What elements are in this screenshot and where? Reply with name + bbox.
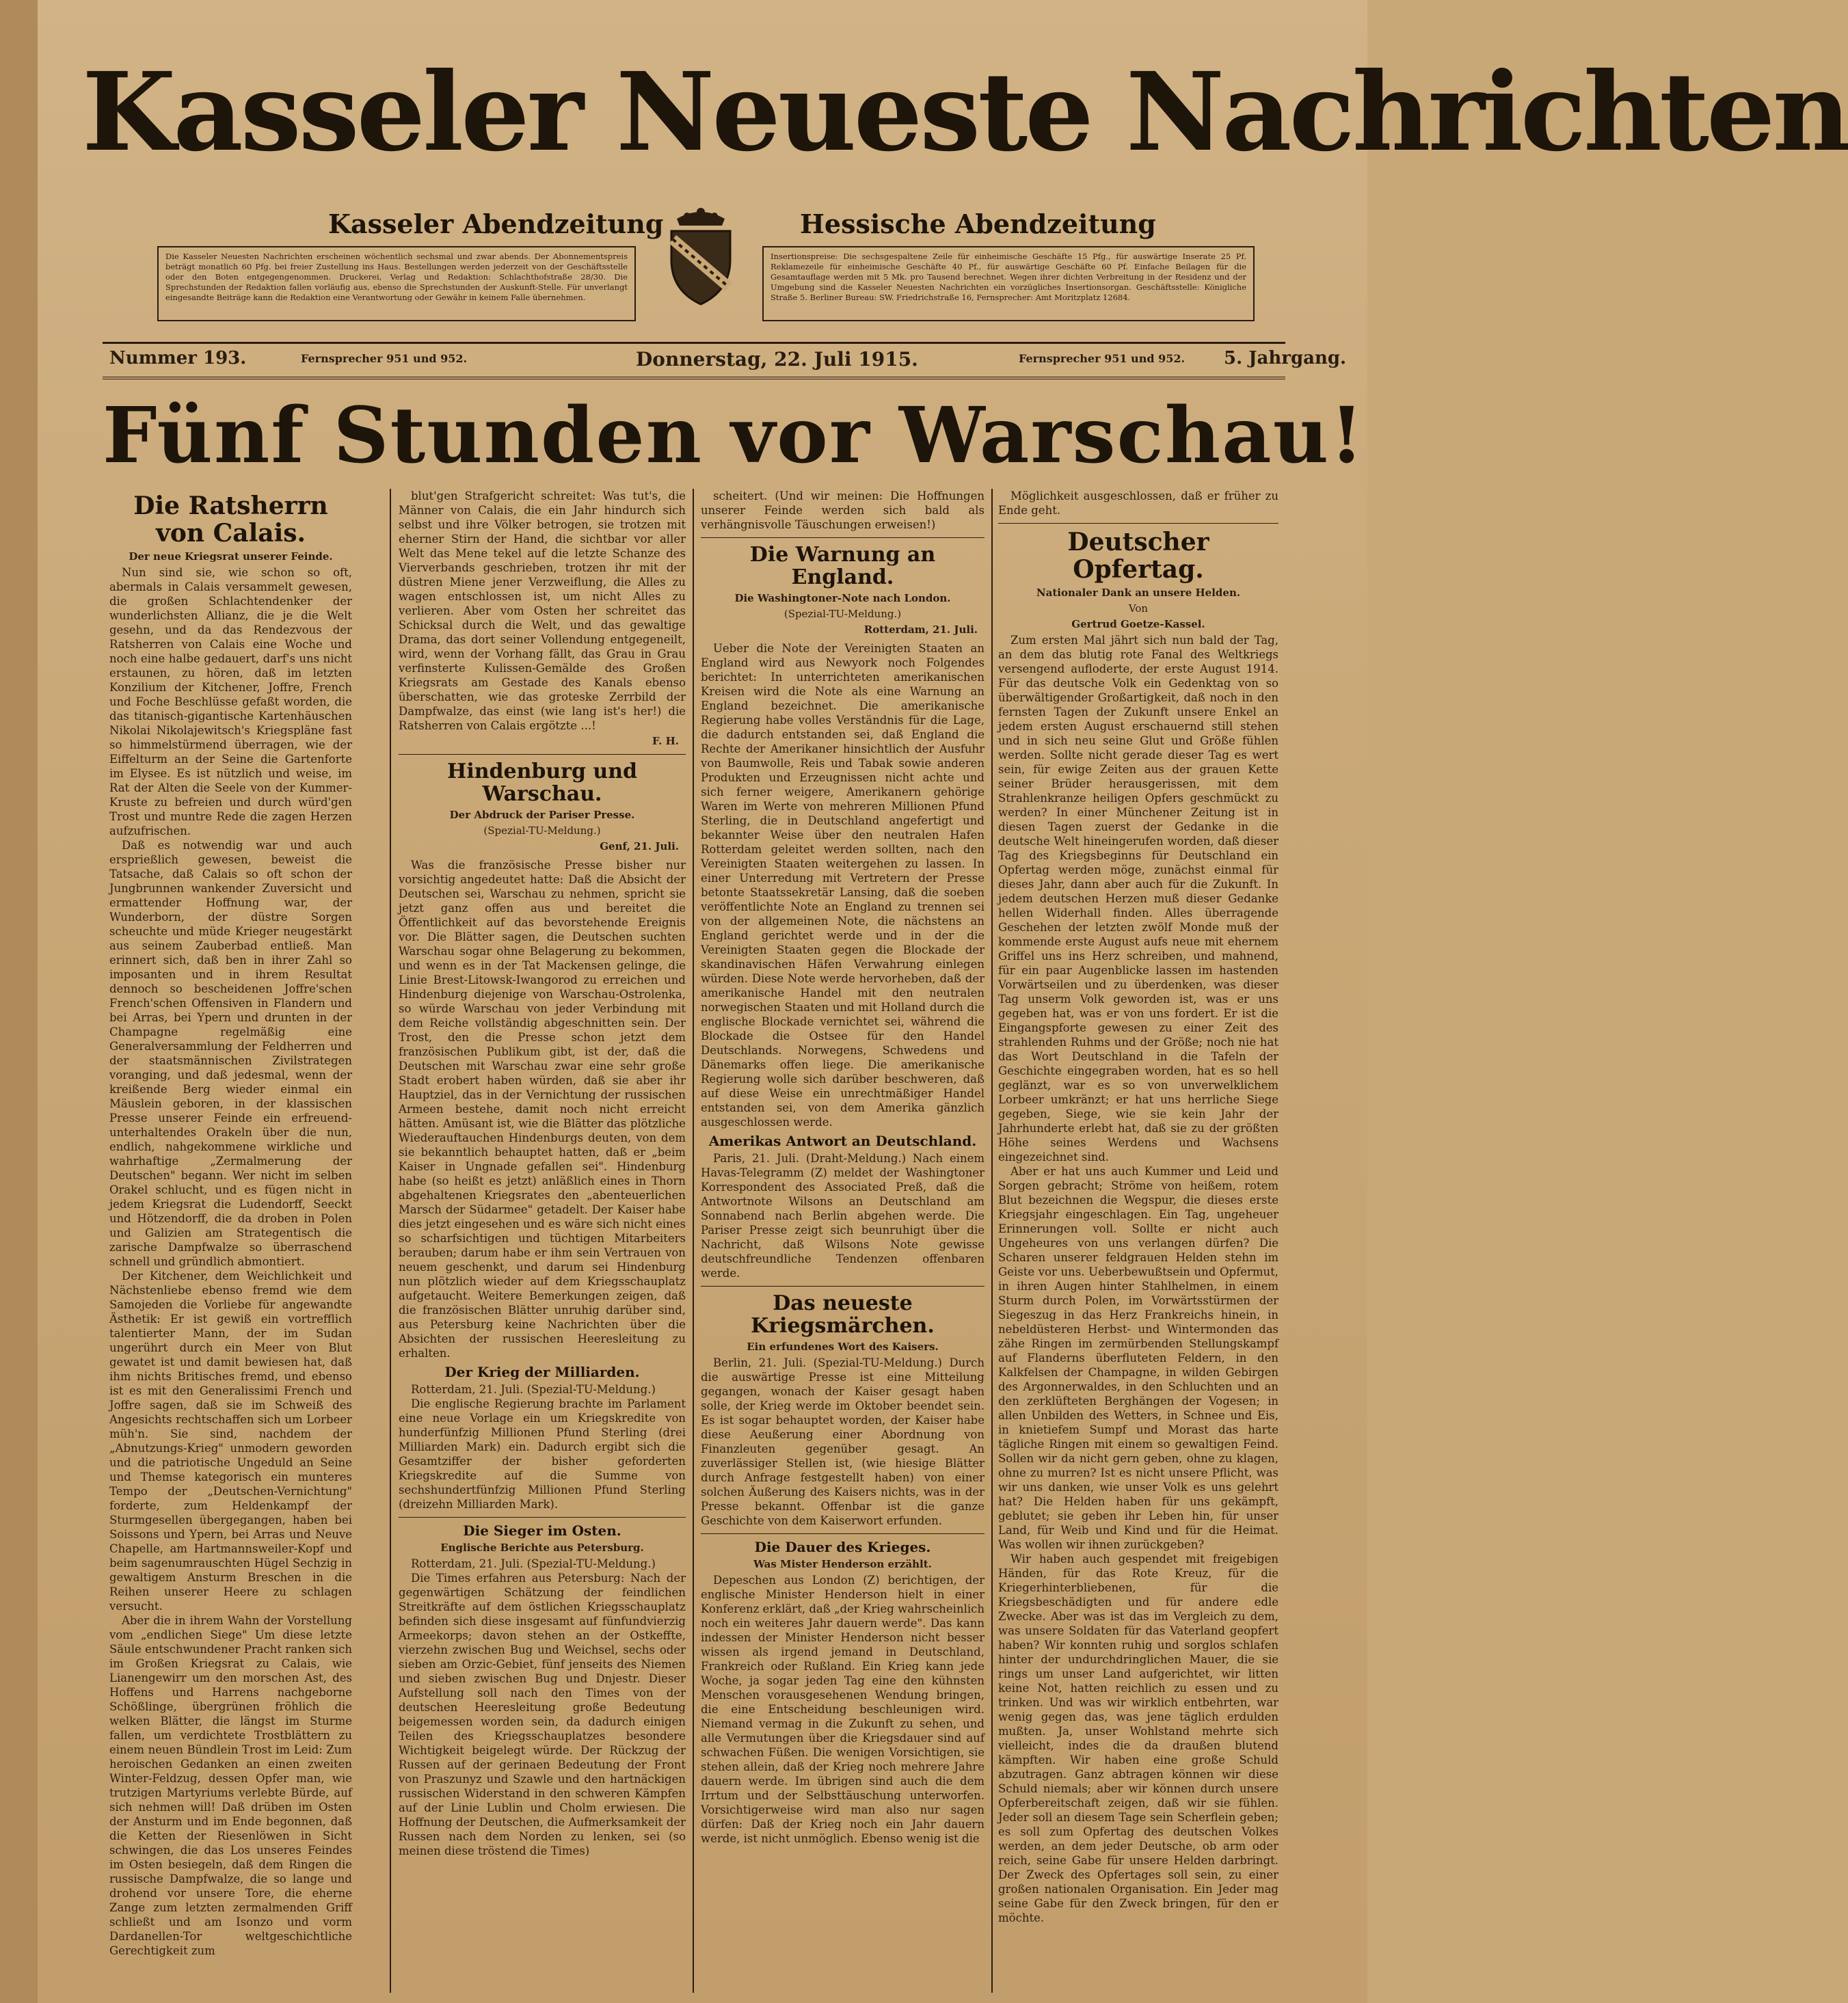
article-subheading: Der neue Kriegsrat unserer Feinde. (129, 550, 333, 563)
volume-year: 5. Jahrgang. (1224, 348, 1347, 368)
advertising-info-box: Insertionspreise: Die sechsgespaltene Zeile für einheimische Geschäfte 15 Pfg., für auswärtige Inserate 25 Pf. Reklamezeile für einheimische Geschäfte 40 Pf., für auswärtige Geschäfte 60 Pf. Einfache Beilagen für die Gesamtauflage werden mit 5 Mk. pro Tausend berechnet. Wegen ihrer dichten Verbreitung in der Residenz und der Umgebung sind die Kasseler Neuesten Nachrichten ein vorzügliches Insertionsorgan. Geschäftsstelle: Königliche Straße 5. Berliner Bureau: SW. Friedrichstraße 16, Fernsprecher: Amt Moritzplatz 12684. (762, 246, 1255, 321)
article-subheading: Englische Berichte aus Petersburg. (440, 1542, 644, 1554)
article-separator (701, 1286, 985, 1287)
article-heading: Die Dauer des Krieges. (754, 1539, 931, 1555)
masthead-title: Kasseler Neueste Nachrichten (82, 49, 1848, 176)
paragraph: Depeschen aus London (Z) berichtigen, der englische Minister Henderson hielt in einer Konferenz erklärt, daß „der Krieg wahrscheinlich noch ein weiteres Jahr dauern werde". Das kann indessen der Minister Henderson nicht besser wissen als irgend jemand in Deutschland, Frankreich oder Rußland. Ein Krieg kann jede Woche, ja sogar jeden Tag eine den kühnsten Menschen vorausgesehenen Wendung bringen, die eine Entscheidung beschleunigen wird. Niemand vermag in die Zukunft zu sehen, und alle Vermutungen über die Kriegsdauer sind auf schwachen Füßen. Die wenigen Vorsichtigen, sie stehen allein, daß der Krieg noch mehrere Jahre dauern werde. Im übrigen sind auch die dem Irrtum und der Selbsttäuschung unterworfen. Vorsichtigerweise wird man also nur sagen dürfen: Daß der Krieg noch ein Jahr dauern werde, ist nicht unmöglich. Ebenso wenig ist die (701, 1574, 985, 1845)
paragraph: Zum ersten Mal jährt sich nun bald der Tag, an dem das blutig rote Fanal des Weltkriegs versengend aufloderte, der erste August 1914. Für das deutsche Volk ein Gedenktag von so überwältigender Großartigkeit, daß noch in den fernsten Tagen der Zukunft unsere Enkel an jedem ersten August erschauernd still stehen und in sich neu seine Glut und Größe fühlen werden. Sollte nicht gerade dieser Tag es wert sein, für ewige Zeiten aus der grauen Kette seiner Brüder herausgerissen, mit dem Strahlenkranze heiligen Opfers geschmückt zu werden? In einer Münchener Zeitung ist in diesen Tagen zuerst der Gedanke in die deutsche Welt hineingerufen worden, daß dieser Tag des Kriegsbeginns für Deutschland ein Opfertag werden möge, zunächst einmal für dieses Jahr, dann aber auch für die Zukunft. In jedem deutschen Herzen muß dieser Gedanke hellen Widerhall finden. Alles überragende Geschehen der letzten zwölf Monde muß der kommende erste August aufs neue mit ehernem Griffel uns ins Herz schreiben, und mahnend, für ein paar Augenblicke lassen im hastenden Vorwärtseilen und zu überdenken, was dieser Tag unserm Volk geworden ist, was er uns gegeben hat, was er von uns fordert. Er ist die Eingangspforte gewesen zu einer Zeit des strahlenden Ruhms und der Größe; noch nie hat das Wort Deutschland in die Tafeln der Geschichte eingegraben worden, hat es so hell geglänzt, war es so von unverwelklichem Lorbeer umkränzt; er hat uns herrliche Siege gegeben, Siege, wie sie kein Jahr der Jahrhunderte erlebt hat, daß sie zu der größten Höhe seines Werdens und Wachsens eingezeichnet sind. (998, 634, 1278, 1164)
column-rule-1 (390, 489, 391, 1993)
dateline-bar (103, 342, 1347, 379)
paragraph: Aber er hat uns auch Kummer und Leid und Sorgen gebracht; Ströme von heißem, rotem Blut bezeichnen die Wegspur, die dieses erste Kriegsjahr eingeschlagen. Ein Tag, ungeheuer Erinnerungen voll. Sollte er nicht auch Ungeheures von uns verlangen dürfen? Die Scharen unserer feldgrauen Helden stehn im Geiste vor uns. Ueberbewußtsein und Opfermut, in ihren Augen hinter Stahlhelmen, in einem Sturm durch Polen, im Vorwärtsstürmen der Siegeszug in das Herz Frankreichs hinein, in nebeldüsteren Herbst- und Wintermonden das zähe Ringen im zermürbenden Stellungskampf auf Flanderns überfluteten Feldern, in den Kalkfelsen der Champagne, in wilden Gebirgen des Argonnerwaldes, in den Schluchten und an den zerklüfteten Berghängen der Vogesen; in allen Unbilden des Wetters, in Schnee und Eis, in knietiefem Sumpf und Morast das harte tägliche Ringen mit einem so gewaltigen Feind. Sollen wir da nicht gern geben, ohne zu klagen, ohne zu murren? Ist es nicht unsere Pflicht, was wir uns danken, wie unser Volk es uns gelehrt hat? Die Helden haben für uns gekämpft, geblutet; sie geben ihr Leben hin, für unser Land, für Weib und Kind und für die Heimat. Was wollen wir ihnen zurückgeben? (998, 1165, 1278, 1552)
article-column-4 (998, 489, 1278, 1993)
article-separator (998, 523, 1278, 524)
article-source: (Spezial-TU-Meldung.) (483, 824, 601, 837)
subscription-info-box: Die Kasseler Neuesten Nachrichten erscheinen wöchentlich sechsmal und zwar abends. Der Abonnementspreis beträgt monatlich 60 Pfg. bei freier Zustellung ins Haus. Bestellungen werden jederzeit von der Geschäftsstelle oder den Boten entgegengenommen. Druckerei, Verlag und Redaktion: Schlachthofstraße 28/30. Die Sprechstunden der Redaktion fallen vorläufig aus, ebenso die Sprechstunden der Auskunft-Stelle. Für unverlangt eingesandte Beiträge kann die Redaktion eine Verantwortung oder Gewähr in keinem Falle übernehmen. (157, 246, 636, 321)
article-column-2 (399, 489, 686, 1993)
adjacent-page-edge (0, 0, 39, 2003)
paragraph: Wir haben auch gespendet mit freigebigen Händen, für das Rote Kreuz, für die Kriegerhinterbliebenen, für die Kriegsbeschädigten und für andere edle Zwecke. Aber was ist das im Vergleich zu dem, was unsere Soldaten für das Vaterland geopfert haben? Wir konnten ruhig und sorglos schlafen hinter der undurchdringlichen Mauer, die sie rings um unser Land aufgerichtet, wir litten keine Not, hatten reichlich zu essen und zu trinken. Und was wir wirklich entbehrten, war wenig gegen das, was jene täglich erdulden mußten. Ja, unser Wohlstand mehrte sich vielleicht, indes die da draußen blutend kämpften. Wir haben eine große Schuld abzutragen. Ganz abtragen können wir diese Schuld niemals; aber wir können durch unsere Opferbereitschaft zeigen, daß wir sie fühlen. Jeder soll an diesem Tage sein Scherflein geben; es soll zum Opfertag des deutschen Volkes werden, an dem jeder Deutsche, ob arm oder reich, seine Gabe für unsere Helden darbringt. Der Zweck des Opfertages soll sein, zu einer großen nationalen Organisation. Ein Jeder mag seine Gabe für den Zweck bringen, für den er möchte. (998, 1552, 1278, 1925)
article-separator (399, 1517, 686, 1518)
main-headline: Fünf Stunden vor Warschau! (103, 391, 1365, 481)
article-source: (Spezial-TU-Meldung.) (784, 608, 902, 620)
paragraph: Nun sind sie, wie schon so oft, abermals in Calais versammelt gewesen, die großen Schlachtendenker der wunderlichsten Allianz, die je die Welt gesehn, und da das Rendezvous der Ratsherren von Calais eine Woche und noch eine halbe gedauert, darf's uns nicht erstaunen, zu hören, daß im letzten Konzilium der Kitchener, Joffre, French und Foche Beschlüsse gefaßt worden, die das titanisch-gigantische Kartenhäuschen Nikolai Nikolajewitsch's Kriegspläne fast so himmelstürmend überragen, wie der Eiffelturm an der Seine die Gartenforte im Elysee. Es ist nützlich und weise, im Rat der Alten die Seele von der Kummer-Kruste zu befreien und durch würd'gen Trost und muntre Rede die zagen Herzen aufzufrischen. (109, 566, 352, 838)
article-heading: Die Warnung an England. (749, 543, 936, 589)
phone-right: Fernsprecher 951 und 952. (1019, 352, 1186, 365)
article-separator (701, 537, 985, 538)
article-heading: Die Sieger im Osten. (463, 1522, 621, 1539)
paragraph: Paris, 21. Juli. (Draht-Meldung.) Nach einem Havas-Telegramm (Z) meldet der Washingtoner Korrespondent des Associated Preß, daß die Antwortnote Wilsons an Deutschland am Sonnabend nach Berlin abgehen werde. Die Pariser Presse zeigt sich beunruhigt über die Nachricht, daß Wilsons Note gewisse deutschfreundliche Tendenzen offenbaren werde. (701, 1152, 985, 1280)
article-separator (399, 754, 686, 755)
paragraph: Daß es notwendig war und auch ersprießlich gewesen, beweist die Tatsache, daß Calais so oft schon der Jungbrunnen wankender Zuversicht und ermattender Hoffnung war, der Wunderborn, der düstre Sorgen scheuchte und müde Krieger neugestärkt aus seinem Zauberbad entließ. Man erinnert sich, daß ben in ihrer Zahl so imposanten und in ihrem Resultat dennoch so bescheidenen Joffre'schen French'schen Offensiven in Flandern und bei Arras, bei Ypern und drunten in der Champagne regelmäßig eine Generalversammlung der Feldherren und der staatsmännischen Zivilstrategen voranging, und daß jedesmal, wenn der kreißende Berg wieder einmal ein Mäuslein geboren, in der klassischen Presse unserer Feinde ein erfreuend-unterhaltendes Orakeln über die nun, endlich, nahgekommene wirkliche und wahrhaftige „Zermalmerung der Deutschen" begann. Wer nicht im selben Orakel schlucht, und es fügen nicht in jedem Kriegsrat die Ludendorff, Seeckt und Hötzendorff, die da droben in Polen und Galizien am Strategentisch die zarische Dampfwalze so überraschend schnell und gründlich abmontiert. (109, 839, 352, 1269)
paragraph: Ueber die Note der Vereinigten Staaten an England wird aus Newyork noch Folgendes berichtet: In unterrichteten amerikanischen Kreisen wird die Note als eine Warnung an England bezeichnet. Die amerikanische Regierung habe volles Verständnis für die Lage, die dadurch entstanden sei, daß England die Rechte der Amerikaner hinsichtlich der Ausfuhr von Baumwolle, Reis und Tabak sowie anderen Produkten und Erzeugnissen nicht achte und sich ferner weigere, Amerikanern gehörige Waren im Werte von mehreren Millionen Pfund Sterling, die in Deutschland angefertigt und bekannter Weise über den neutralen Hafen Rotterdam geleitet werden sollten, nach den Vereinigten Staaten weitergehen zu lassen. In einer Unterredung mit Vertretern der Presse betonte Staatssekretär Lansing, daß die soeben veröffentlichte Note an England zu trennen sei von der allgemeinen Note, die nächstens an England gerichtet werde und in der die Vereinigten Staaten gegen die Blockade der skandinavischen Häfen Verwahrung einlegen würden. Diese Note werde hervorheben, daß der amerikanische Handel mit den neutralen norwegischen Staaten und mit Holland durch die englische Blockade vernichtet sei, während die Blockade die Ostsee für den Handel Deutschlands. Norwegens, Schwedens und Dänemarks offen liege. Die amerikanische Regierung wolle sich darüber beschweren, daß auf diese Weise ein unrechtmäßiger Handel entstanden sei, von dem Amerika gänzlich ausgeschlossen werde. (701, 642, 985, 1129)
article-subheading: Der Abdruck der Pariser Presse. (449, 809, 635, 821)
article-heading: Der Krieg der Milliarden. (444, 1364, 640, 1380)
column-rule-2 (693, 489, 694, 1993)
article-subheading: Nationaler Dank an unsere Helden. (1036, 587, 1241, 600)
article-byline-label: Von (1128, 602, 1149, 615)
column-rule-3 (991, 489, 993, 1993)
article-heading: Amerikas Antwort an Deutschland. (708, 1133, 977, 1149)
article-subheading: Die Washingtoner-Note nach London. (734, 592, 951, 604)
paragraph: Aber die in ihrem Wahn der Vorstellung vom „endlichen Siege" Um diese letzte Säule entschwundener Pracht ranken sich im Großen Kriegsrat zu Calais, wie Lianengewirr um den morschen Ast, des Hoffens und Harrens nachgeborne Schößlinge, übergrünen fröhlich die welken Blätter, die längst im Sturme fallen, um verdichtete Trostblättern zu einem neuen Bündlein Trost im Leid: Zum heroischen Gedanken an einen zweiten Winter-Feldzug, dessen Opfer man, wie trutzigen Martyriums verlebte Bürde, auf sich nehmen will! Daß drüben im Osten der Ansturm und im Ende begonnen, daß die Ketten der Riesenlöwen in Sicht schwingen, die das Los unseres Feindes im Osten besiegeln, daß dem Ringen die russische Dampfwalze, die so lange und drohend vor unsere Tore, die eherne Zange zum letzten zermalmenden Griff schließt und am Isonzo und vorm Dardanellen-Tor weltgeschichtliche Gerechtigkeit zum (109, 1614, 352, 1958)
paragraph: Was die französische Presse bisher nur vorsichtig angedeutet hatte: Daß die Absicht der Deutschen sei, Warschau zu nehmen, spricht sie jetzt ganz offen aus und bereitet die Öffentlichkeit auf das bevorstehende Ereignis vor. Die Blätter sagen, die Deutschen suchten Warschau sogar ohne Belagerung zu bekommen, und wenn es in der Tat Mackensen gelinge, die Linie Brest-Litowsk-Iwangorod zu erreichen und Hindenburg diejenige von Warschau-Ostrolenka, so würde Warschau von jeder Verbindung mit dem Reiche vollständig abgeschnitten sein. Der Trost, den die Presse schon jetzt dem französischen Publikum gibt, ist der, daß die Deutschen mit Warschau zwar eine sehr große Stadt erobert haben würden, daß sie aber ihr Hauptziel, das in der Vernichtung der russischen Armeen bestehe, damit noch nicht erreicht hätten. Amüsant ist, wie die Blätter das plötzliche Wiederauftauchen Hindenburgs deuten, von dem sie bekanntlich behauptet hatten, daß er „beim Kaiser in Ungnade gefallen sei". Hindenburg habe (so heißt es jetzt) anläßlich eines in Thorn abgehaltenen Kriegsrates den „abenteuerlichen Marsch der Südarmee" getadelt. Der Kaiser habe dies jetzt eingesehen und es wäre sich nicht eines so scharfsichtigen und tüchtigen Mitarbeiters berauben; darum habe er ihm sein Vertrauen von neuem geschenkt, und darum sei Hindenburg nun plötzlich wieder auf dem Kriegsschauplatz aufgetaucht. Weitere Bemerkungen zeigen, daß die französischen Blätter unruhig darüber sind, aus Petersburg keine Nachrichten über die Absichten der russischen Heeresleitung zu erhalten. (399, 859, 686, 1360)
paragraph: scheitert. (Und wir meinen: Die Hoffnungen unserer Feinde werden sich bald als verhängnisvolle Täuschungen erweisen!) (701, 489, 985, 531)
article-column-3 (701, 489, 985, 1993)
article-dateline: Genf, 21. Juli. (600, 840, 679, 852)
paragraph: Der Kitchener, dem Weichlichkeit und Nächstenliebe ebenso fremd wie dem Samojeden die Vorliebe für angewandte Ästhetik: Er ist gewiß ein vortrefflich talentierter Mann, der im Sudan ungerührt durch ein Meer von Blut gewatet ist und damit bewiesen hat, daß ihm nichts Britisches fremd, und ebenso ist es mit den Generalissimi French und Joffre sagen, daß sie im Schweiß des Angesichts rechtschaffen sich um Lorbeer müh'n. Sie sind, nachdem der „Abnutzungs-Krieg" unmodern geworden und die patriotische Ungeduld an Seine und Themse kategorisch ein munteres Tempo der „Deutschen-Vernichtung" forderte, zum Heldenkampf der Sturmgesellen übergegangen, haben bei Soissons und Ypern, bei Arras und Neuve Chapelle, am Hartmannsweiler-Kopf und beim sagenumrauschten Hügel Sechzig in gewaltigem Ansturm Breschen in die Reihen unserer Heere zu schlagen versucht. (109, 1269, 352, 1613)
article-dateline: Rotterdam, 21. Juli. (Spezial-TU-Meldung.) (411, 1383, 656, 1396)
paragraph: Die Times erfahren aus Petersburg: Nach der gegenwärtigen Schätzung der feindlichen Streitkräfte auf dem östlichen Kriegsschauplatz befinden sich diese insgesamt auf fünfundvierzig Armeekorps; davon stehen an der Ostkeffte, vierzehn zwischen Bug und Weichsel, sechs oder sieben am Orzic-Gebiet, fünf jenseits des Niemen und sieben zwischen Bug und Dnjestr. Dieser Aufstellung soll nach den Times von der deutschen Heeresleitung große Bedeutung beigemessen worden sein, da dadurch einigen Teilen des Kriegsschauplatzes besondere Wichtigkeit beigelegt würde. Der Rückzug der Russen auf der gerinaen Bedeutung der Front von Praszunyz und Szawle und den hartnäckigen russischen Widerstand in den schweren Kämpfen auf der Linie Lublin und Cholm erwiesen. Die Hoffnung der Deutschen, die Aufmerksamkeit der Russen nach dem Norden zu lenken, sei (so meinen diese tröstend die Times) (399, 1572, 686, 1857)
masthead-subtitle-right: Hessische Abendzeitung (800, 209, 1156, 239)
paragraph: blut'gen Strafgericht schreitet: Was tut's, die Männer von Calais, die ein Jahr hindurch sich selbst und ihre Völker betrogen, sie trotzen mit eherner Stirn der Hand, die sichtbar vor aller Welt das Mene tekel auf die letzte Schanze des Vierverbands geschrieben, trotzen ihr mit der düstren Miene jener Verzweiflung, die Alles zu wagen entschlossen ist, um nicht Alles zu verlieren. Aber vom Osten her schreitet das Schicksal durch die Welt, und das gewaltige Drama, das dort seiner Vollendung entgegeneilt, wird, wenn der Vorhang fällt, das Grau in Grau verfinsterte Kulissen-Gemälde des Großen Kriegsrats am Gestade des Kanals ebenso überschatten, wie das groteske Zerrbild der Dampfwalze, das einst (wie lang ist's her!) die Ratsherren von Calais ergötzte ...! (399, 489, 686, 732)
article-subheading: Ein erfundenes Wort des Kaisers. (747, 1341, 939, 1353)
issue-number: Nummer 193. (109, 348, 247, 368)
paragraph: Die englische Regierung brachte im Parlament eine neue Vorlage ein um Kriegskredite von hunderfünfzig Millionen Pfund Sterling (drei Milliarden Mark) ein. Dadurch ergibt sich die Gesamtziffer der bisher geforderten Kriegskredite auf die Summe von sechshundertfünfzig Millionen Pfund Sterling (dreizehn Milliarden Mark). (399, 1397, 686, 1511)
article-dateline: Rotterdam, 21. Juli. (Spezial-TU-Meldung.) (411, 1557, 656, 1570)
masthead-subtitle-left: Kasseler Abendzeitung (328, 209, 664, 239)
phone-left: Fernsprecher 951 und 952. (301, 352, 468, 365)
article-heading: Die Ratsherrn von Calais. (133, 492, 328, 548)
article-signature: F. H. (652, 735, 679, 747)
article-heading: Hindenburg und Warschau. (446, 759, 638, 806)
article-heading: Das neueste Kriegsmärchen. (751, 1291, 935, 1338)
article-subheading: Was Mister Henderson erzählt. (753, 1558, 932, 1570)
article-column-1 (109, 489, 352, 1993)
coat-of-arms-icon (663, 205, 738, 308)
article-author: Gertrud Goetze-Kassel. (1071, 618, 1205, 631)
article-separator (701, 1533, 985, 1534)
issue-date: Donnerstag, 22. Juli 1915. (636, 348, 918, 371)
paragraph: Berlin, 21. Juli. (Spezial-TU-Meldung.) Durch die auswärtige Presse ist eine Mitteilung gegangen, wonach der Kaiser gesagt haben solle, der Krieg werde im Oktober beendet sein. Es ist sogar behauptet worden, der Kaiser habe diese Aeußerung einer Abordnung von Finanzleuten gegenüber gesagt. An zuverlässiger Stellen ist, (wie hiesige Blätter durch Anfrage festgestellt haben) von einer solchen Äußerung des Kaisers nichts, was in der Presse bekannt. Offenbar ist die ganze Geschichte von dem Kaiserwort erfunden. (701, 1356, 985, 1527)
article-dateline: Rotterdam, 21. Juli. (863, 623, 978, 636)
article-heading: Deutscher Opfertag. (1067, 528, 1209, 584)
paragraph: Möglichkeit ausgeschlossen, daß er früher zu Ende geht. (998, 489, 1278, 517)
